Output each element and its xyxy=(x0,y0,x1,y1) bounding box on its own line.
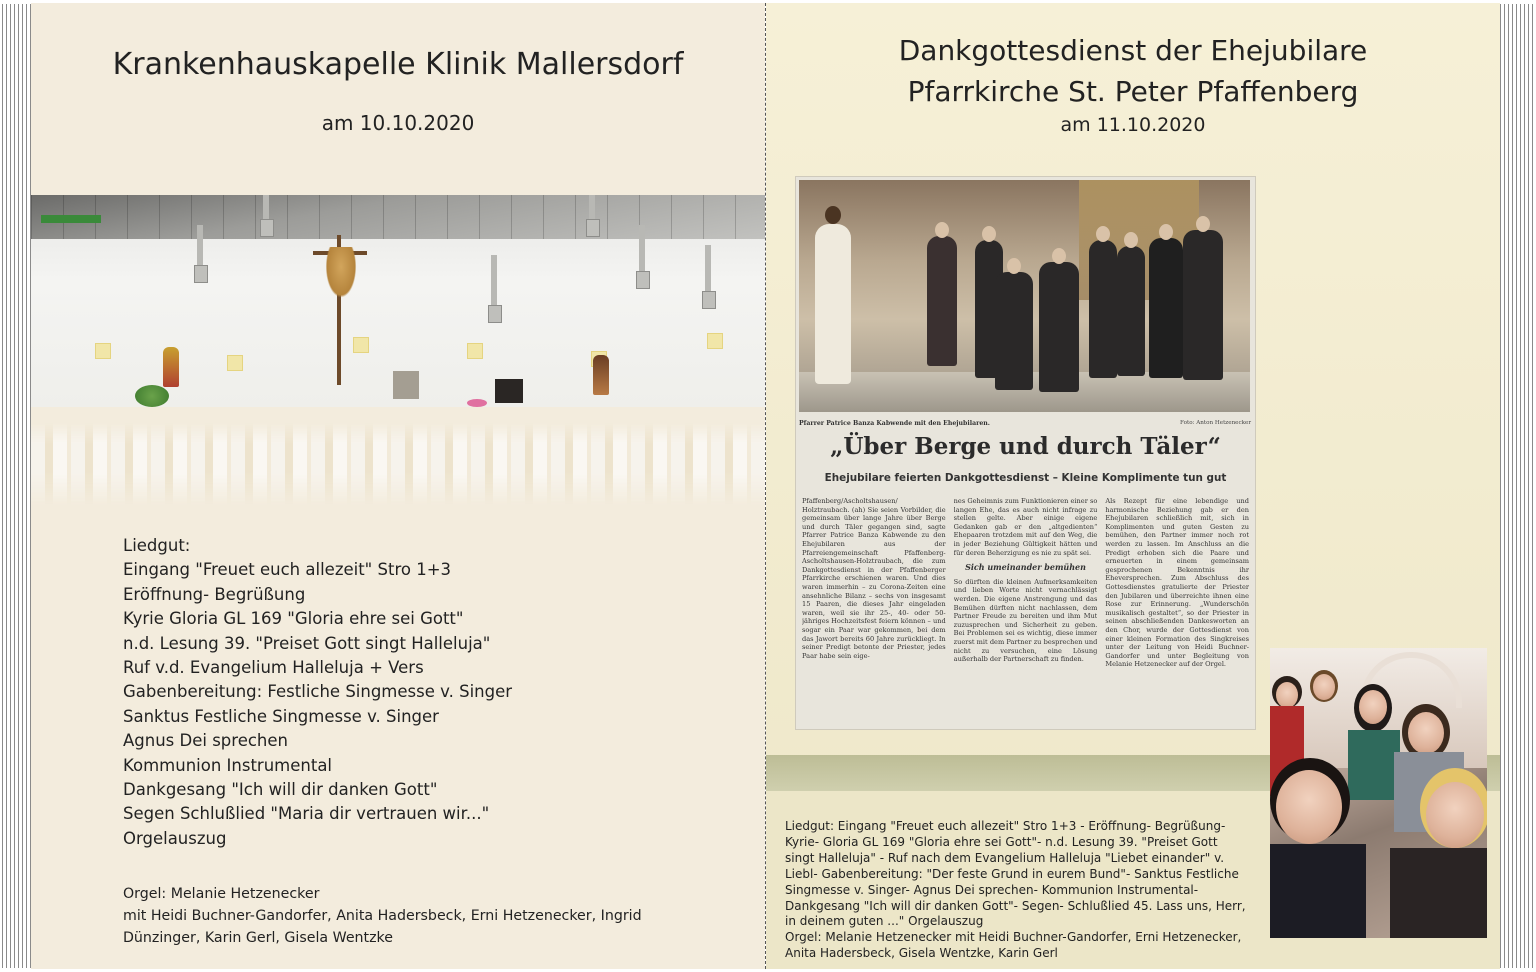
article-body xyxy=(802,497,1249,727)
song-list-item: Sanktus Festliche Singmesse v. Singer xyxy=(123,706,439,726)
left-page-title: Krankenhauskapelle Klinik Mallersdorf xyxy=(112,47,684,82)
altar-relief xyxy=(393,371,419,399)
article-headline: „Über Berge und durch Täler“ xyxy=(830,433,1221,460)
song-list-item: Ruf v.d. Evangelium Halleluja + Vers xyxy=(123,658,424,678)
pendant-lamp xyxy=(705,245,711,295)
singers-credit: mit Heidi Buchner-Gandorfer, Anita Hadersbeck, Erni Hetzenecker, Ingrid Dünzinger, Karin Gerl, Gisela Wentzke xyxy=(123,908,642,946)
choir-selfie-photo xyxy=(1270,648,1487,938)
song-list-heading: Liedgut: xyxy=(123,536,191,555)
flowers xyxy=(135,385,169,407)
pendant-lamp xyxy=(263,195,269,223)
right-page-title-line1: Dankgottesdienst der Ehejubilare xyxy=(898,34,1368,67)
photo-caption: Pfarrer Patrice Banza Kabwende mit den Ehejubilaren. xyxy=(799,420,990,427)
page-edge-left xyxy=(2,4,32,968)
left-page xyxy=(31,3,765,969)
tabernacle xyxy=(495,379,523,403)
wall-cross-decoration xyxy=(95,343,111,359)
pendant-lamp xyxy=(589,195,595,223)
song-list-item: Eröffnung- Begrüßung xyxy=(123,584,306,604)
madonna-statue xyxy=(163,347,179,387)
article-column-1: Pfaffenberg/Ascholtshausen/ Holztraubach. (ah) Sie seien Vorbilder, die gemeinsam über lange Jahre über Berge und durch Täler gegangen sind, sagte Pfarrer Patrice Banza Kabwende zu den Ehejubilaren aus der Pfarreiengemeinschaft Pfaffenberg-Ascholtshausen-Holztraubach, die zum Dankgottesdienst in der Pfaffenberger Pfarrkirche erschienen waren. Und dies waren immerhin – zu Corona-Zeiten eine ansehnliche Bilanz – sechs von insgesamt 15 Paaren, die dieses Jahr eingeladen waren, weil sie ihr 25-, 40- oder 50-jähriges Hochzeitsfest feiern können – und sogar ein Paar war gekommen, bei dem das Jawort bereits 60 Jahre zurückliegt. In seiner Predigt betonte der Priester, jedes Paar habe sein eige- xyxy=(802,497,946,660)
song-notes-text: Liedgut: Eingang "Freuet euch allezeit" Stro 1+3 - Eröffnung- Begrüßung- Kyrie- Gloria GL 169 "Gloria ehre sei Gott"- n.d. Lesung 39. "Preiset Gott singt Halleluja" - Ruf nach dem Evangelium Halleluja "Liebet einander" v. Liebl- Gabenbereitung: "Der feste Grund in eurem Bund"- Sanktus Festliche Singmesse v. Singer- Agnus Dei sprechen- Kommunion Instrumental- Dankgesang "Ich will dir danken Gott"- Segen- Schlußlied 45. Lass uns, Herr, in deinem guten ..." Orgelauszug xyxy=(785,819,1246,929)
article-subheadline: Ehejubilare feierten Dankgottesdienst – Kleine Komplimente tun gut xyxy=(824,472,1227,484)
left-page-date: am 10.10.2020 xyxy=(321,111,475,135)
pendant-lamp xyxy=(639,225,645,275)
right-page xyxy=(766,3,1500,969)
right-song-notes xyxy=(785,819,1249,962)
song-list-item: Gabenbereitung: Festliche Singmesse v. Singer xyxy=(123,682,513,702)
photo-credit: Foto: Anton Hetzenecker xyxy=(1180,420,1251,426)
song-list-item: Orgelauszug xyxy=(123,828,227,848)
right-page-title-line2: Pfarrkirche St. Peter Pfaffenberg xyxy=(907,75,1359,108)
priest-figure xyxy=(815,224,851,384)
song-list-item: Dankgesang "Ich will dir danken Gott" xyxy=(123,780,438,800)
song-list-item: Agnus Dei sprechen xyxy=(123,731,288,751)
exit-sign xyxy=(41,215,101,223)
left-credits xyxy=(123,883,663,949)
song-list-item: Kyrie Gloria GL 169 "Gloria ehre sei Gott" xyxy=(123,609,464,629)
song-list xyxy=(123,534,512,851)
song-list-item: Kommunion Instrumental xyxy=(123,755,333,775)
article-column-3: Als Rezept für eine lebendige und harmonische Beziehung gab er den Ehejubilaren schließlich mit, sich in Komplimenten und guten Gesten zu bemühen, den Partner immer noch rot werden zu lassen. Im Anschluss an die Predigt erhoben sich die Paare und erneuerten in einem gemeinsam gesprochenen Bekenntnis ihr Eheversprechen. Zum Abschluss des Gottesdienstes gratulierte der Priester den Jubilaren und überreichte ihnen eine Rose zur Erinnerung. „Wunderschön musikalisch gestaltet“, so der Priester in seinen abschließenden Dankesworten an den Chor, wurde der Gottesdienst von einer kleinen Formation des Singkreises unter der Leitung von Heidi Buchner-Gandorfer und unter Begleitung von Melanie Hetzenecker auf der Orgel. xyxy=(1105,497,1250,669)
pendant-lamp xyxy=(197,225,203,269)
wall-cross-decoration xyxy=(227,355,243,371)
saint-statue xyxy=(593,355,609,395)
jubilee-group-photo xyxy=(799,180,1250,412)
page-edge-right xyxy=(1500,4,1534,968)
wall-cross-decoration xyxy=(707,333,723,349)
wall-cross-decoration xyxy=(353,337,369,353)
wall-cross-decoration xyxy=(467,343,483,359)
window-stripes-decoration xyxy=(31,423,765,505)
flowers xyxy=(467,399,487,407)
song-list-item: Eingang "Freuet euch allezeit" Stro 1+3 xyxy=(123,560,452,580)
song-list-item: Segen Schlußlied "Maria dir vertrauen wir..." xyxy=(123,804,490,824)
song-list-item: n.d. Lesung 39. "Preiset Gott singt Halleluja" xyxy=(123,633,491,653)
article-column-2: nes Geheimnis zum Funktionieren einer so langen Ehe, das es auch nicht infrage zu stellen gelte. Aber einige eigene Gedanken gab er den „altgedienten“ Ehepaaren trotzdem mit auf den Weg, die in jeder Beziehung Gültigkeit hätten und für deren Beherzigung es nie zu spät sei. Sich umeinander bemühen So dürften die kleinen Aufmerksamkeiten und lieben Worte nicht vernachlässigt werden. Die eigene Anstrengung und das Bemühen dürften nicht nachlassen, dem Partner Freude zu bereiten und ihm Mut zuzusprechen und Sicherheit zu geben. Bei Problemen sei es wichtig, diese immer zuerst mit dem Partner zu besprechen und nicht zu versuchen, eine Lösung außerhalb der Partnerschaft zu finden. xyxy=(953,497,1098,664)
pendant-lamp xyxy=(491,255,497,309)
organist-credit: Orgel: Melanie Hetzenecker xyxy=(123,886,320,902)
song-notes-credits: Orgel: Melanie Hetzenecker mit Heidi Buchner-Gandorfer, Erni Hetzenecker, Anita Hadersbeck, Gisela Wentzke, Karin Gerl xyxy=(785,930,1242,961)
chapel-photo xyxy=(31,195,765,407)
newspaper-clipping xyxy=(795,176,1256,730)
right-page-date: am 11.10.2020 xyxy=(1060,114,1206,136)
article-subheading: Sich umeinander bemühen xyxy=(965,562,1086,573)
